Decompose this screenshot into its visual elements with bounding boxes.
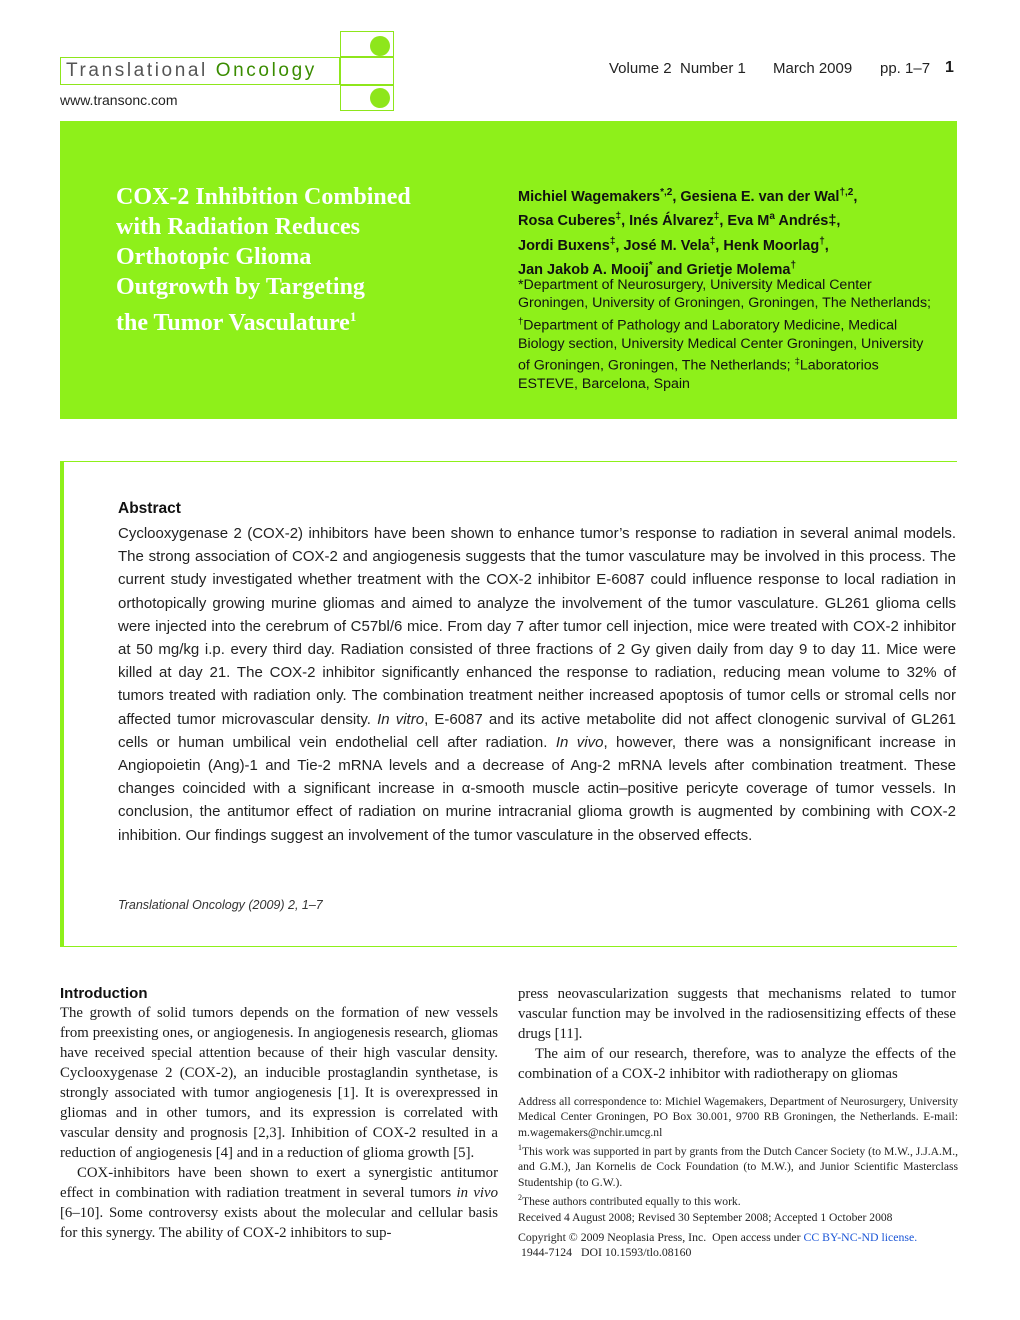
title-line: Outgrowth by Targeting <box>116 274 365 300</box>
title-footnote-mark: 1 <box>349 309 357 324</box>
abstract-heading: Abstract <box>118 500 181 517</box>
license-link[interactable]: CC BY-NC-ND license. <box>803 1230 918 1244</box>
abstract-bottom-rule <box>64 946 957 947</box>
correspondence-address: Address all correspondence to: Michiel Wagemakers, Department of Neurosurgery, University Medical Center Groningen, PO Box 30.001, 9700 RB Groningen, the Netherlands. E-mail: m.wagemakers@nchir.umcg.nl <box>518 1095 958 1139</box>
abstract-text-part: , E-6087 and its active metabolite did not affect clonogenic survival of GL261 cells or human umbilical vein endothelial cell after radiation. <box>118 710 957 751</box>
author-sep: , <box>719 213 728 230</box>
footnote-mark: 2 <box>518 1193 522 1203</box>
abstract-italic: In vitro <box>377 710 425 728</box>
author-name: Jordi Buxens <box>518 237 610 254</box>
author-list <box>518 183 938 280</box>
footnote-1 <box>518 1140 958 1190</box>
body-column-right <box>518 984 956 1084</box>
issn: 1944-7124 <box>520 1245 573 1260</box>
author-line <box>518 232 938 256</box>
issn-doi-line <box>518 1245 958 1260</box>
author-sep: , <box>824 237 829 254</box>
abstract-text-part: Cyclooxygenase 2 (COX-2) inhibitors have been shown to enhance tumor’s response to radiation in several animal models. The strong association of COX-2 and angiogenesis suggests that the tumor vasculature may be involved in this process. The current study investigated whether treatment with the COX-2 inhibitor E-6087 could influence response to local radiation in orthotopically growing murine gliomas and aimed to analyze the involvement of the tumor vasculature. GL261 glioma cells were injected into the cerebrum of C57bl/6 mice. From day 7 after tumor cell injection, mice were treated with COX-2 inhibitor at 50 mg/kg i.p. every third day. Radiation consisted of three fractions of 2 Gy given daily from day 9 to day 11. Mice were killed at day 21. The COX-2 inhibitor significantly enhanced the response to radiation, reducing mean volume to 32% of tumors treated with radiation only. The combination treatment neither increased apoptosis of tumor cells or stromal cells nor affected tumor microvascular density. <box>118 525 956 728</box>
author-sep: , <box>715 237 724 254</box>
issue-number: Number 1 <box>680 60 746 77</box>
section-heading-introduction: Introduction <box>60 985 148 1002</box>
body-paragraph: The growth of solid tumors depends on the formation of new vessels from preexisting ones, or angiogenesis. In angiogenesis research, gliomas have received special attention because of their high vascular density. Cyclooxygenase 2 (COX-2), an inducible prostaglandin synthetase, is strongly associated with tumor angiogenesis [1]. It is overexpressed in gliomas and in other tumors, and its expression is correlated with vascular density and prognosis [2,3]. Inhibition of COX-2 resulted in a reduction of angiogenesis [4] and in a reduction of glioma growth [5]. <box>60 1005 498 1161</box>
footnote-2 <box>518 1190 958 1209</box>
logo-dot-top <box>370 36 390 56</box>
body-column-left <box>60 1003 498 1243</box>
author-mark: *,2 <box>660 187 673 198</box>
footnotes <box>518 1094 958 1225</box>
author-name: Eva M <box>727 213 770 230</box>
logo-cell-middle <box>340 57 394 85</box>
author-mark: †,2 <box>839 187 854 198</box>
author-mark: ‡ <box>615 211 622 223</box>
journal-name <box>66 60 317 82</box>
author-name: Grietje Molema <box>686 261 791 278</box>
author-mark: a <box>769 211 775 223</box>
author-line <box>518 207 938 231</box>
body-paragraph <box>60 1163 498 1243</box>
author-mark: † <box>790 259 797 271</box>
author-name: Jan Jakob A. Mooij <box>518 261 649 278</box>
author-sep: , <box>853 188 858 205</box>
abstract-citation: Translational Oncology (2009) 2, 1–7 <box>118 898 323 912</box>
body-italic: in vivo <box>456 1185 498 1201</box>
footnote-mark: 1 <box>518 1143 522 1153</box>
copyright-line <box>518 1230 958 1245</box>
author-mark: * <box>648 259 653 271</box>
author-mark: † <box>819 235 825 247</box>
issue-date: March 2009 <box>773 60 853 77</box>
received-dates: Received 4 August 2008; Revised 30 September 2008; Accepted 1 October 2008 <box>518 1210 893 1224</box>
abstract-italic: In vivo <box>555 733 604 751</box>
author-sep: , <box>672 188 681 205</box>
body-text-part: COX-inhibitors have been shown to exert a synergistic antitumor effect in combination with radiation treatment in several tumors <box>60 1165 498 1201</box>
page-number: 1 <box>945 59 954 76</box>
author-mark: ‡ <box>609 235 616 247</box>
journal-name-word1: Translational <box>66 60 208 81</box>
author-sep: and <box>652 261 687 278</box>
copyright-block <box>518 1230 958 1261</box>
author-mark: ‡ <box>713 211 720 223</box>
author-name: Michiel Wagemakers <box>518 188 661 205</box>
title-line <box>116 302 476 338</box>
footnote-text: These authors contributed equally to this work. <box>522 1195 741 1209</box>
body-paragraph: press neovascularization suggests that mechanisms related to tumor vascular function may be involved in the radiosensitizing effects of these drugs [11]. <box>518 986 956 1042</box>
author-sep: Andrés‡, <box>774 213 841 230</box>
affiliation-3: Laboratorios ESTEVE, Barcelona, Spain <box>518 357 879 392</box>
logo-grid-graphic <box>340 31 394 111</box>
issue-pages: pp. 1–7 <box>880 60 931 77</box>
author-name: Inés Álvarez <box>629 213 714 230</box>
abstract-top-rule <box>64 461 957 462</box>
author-name: Henk Moorlag <box>723 237 820 254</box>
journal-url[interactable]: www.transonc.com <box>60 92 178 108</box>
abstract-left-bar <box>60 461 64 947</box>
affiliation-1: *Department of Neurosurgery, University Medical Center Groningen, University of Groningen, Groningen, The Netherlands; <box>518 277 931 312</box>
affiliations <box>518 276 938 393</box>
body-paragraph: The aim of our research, therefore, was to analyze the effects of the combination of a COX-2 inhibitor with radiotherapy on gliomas <box>518 1046 956 1082</box>
author-sep: , <box>615 237 624 254</box>
author-name: Gesiena E. van der Wal <box>680 188 840 205</box>
journal-name-word2: Oncology <box>215 60 317 81</box>
author-sep: , <box>621 213 630 230</box>
affiliation-mark: ‡ <box>794 355 800 367</box>
open-access-text: Open access under <box>712 1230 801 1244</box>
footnote-text: This work was supported in part by grants from the Dutch Cancer Society (to M.W., J.J.A.M., and G.M.), Jan Kornelis de Cock Foundation (to M.W.), and Junior Scientific Masterclass Studentship (to G.W.). <box>518 1145 958 1189</box>
logo-dot-bottom <box>370 88 390 108</box>
body-text-part: [6–10]. Some controversy exists about the molecular and cellular basis for this synergy. The ability of COX-2 inhibitors to sup- <box>60 1205 498 1241</box>
title-line-text: the Tumor Vasculature <box>116 310 350 336</box>
author-line <box>518 183 938 207</box>
affiliation-2: Department of Pathology and Laboratory Medicine, Medical Biology section, University Medical Center Groningen, University of Groningen, Groningen, The Netherlands; <box>518 317 924 374</box>
abstract-text <box>118 522 956 847</box>
copyright-text: Copyright © 2009 Neoplasia Press, Inc. <box>518 1230 707 1244</box>
journal-logo <box>60 57 340 85</box>
title-line: with Radiation Reduces <box>116 214 361 240</box>
author-name: José M. Vela <box>623 237 710 254</box>
affiliation-mark: † <box>518 315 524 327</box>
doi: DOI 10.1593/tlo.08160 <box>580 1245 692 1260</box>
title-line: Orthotopic Glioma <box>116 244 312 270</box>
issue-volume: Volume 2 <box>609 60 672 77</box>
author-name: Rosa Cuberes <box>518 213 616 230</box>
article-title <box>116 182 476 338</box>
title-line: COX-2 Inhibition Combined <box>116 184 411 210</box>
abstract-text-part: , however, there was a nonsignificant increase in Angiopoietin (Ang)-1 and Tie-2 mRNA levels and a decrease of Ang-2 mRNA levels after combination treatment. These changes coincided with a significant increase in α-smooth muscle actin–positive pericyte coverage of tumor vessels. In conclusion, the antitumor effect of radiation on murine intracranial glioma growth is augmented by combining with COX-2 inhibition. Our findings suggest an involvement of the tumor vasculature in the observed effects. <box>118 733 957 844</box>
author-mark: ‡ <box>709 235 716 247</box>
